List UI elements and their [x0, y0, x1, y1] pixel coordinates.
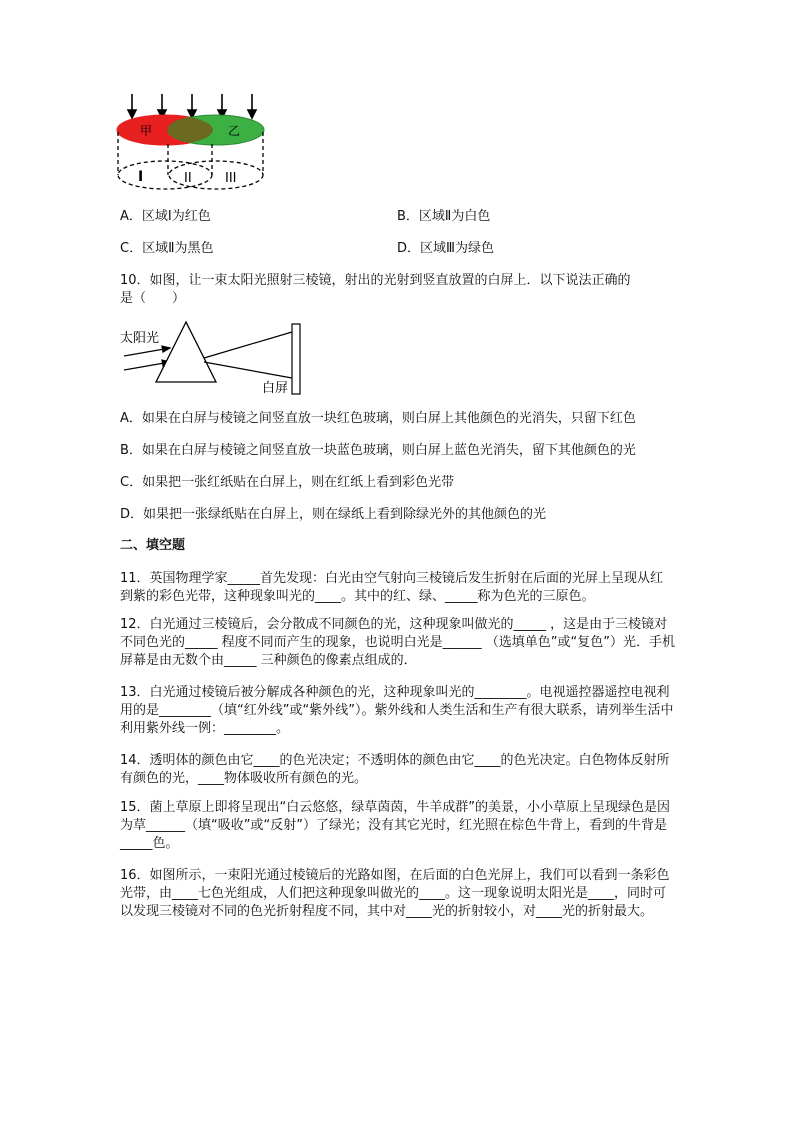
question-11: 11．英国物理学家_____首先发现：白光由空气射向三棱镜后发生折射在后面的光屏上呈现从红到紫的彩色光带，这种现象叫光的____。其中的红、绿、_____称为色光的三原色。 — [120, 571, 664, 604]
region-1-label: I — [138, 169, 144, 185]
q9-option-d: D．区域Ⅲ为绿色 — [397, 241, 494, 256]
q10-stem-line1: 10．如图，让一束太阳光照射三棱镜，射出的光射到竖直放置的白屏上．以下说法正确的 — [120, 273, 631, 288]
prism-figure — [116, 318, 316, 400]
q10-option-c: C．如果把一张红纸贴在白屏上，则在红纸上看到彩色光带 — [120, 475, 455, 490]
label-yi: 乙 — [228, 124, 241, 138]
color-filter-figure — [110, 92, 280, 192]
white-screen — [292, 324, 300, 394]
question-13: 13．白光通过棱镜后被分解成各种颜色的光，这种现象叫光的________。电视遥控器遥控电视利用的是________（填“红外线”或“紫外线”）。紫外线和人类生活和生产有很大联系，请列举生活中利用紫外线一例：________。 — [120, 685, 674, 736]
question-14: 14．透明体的颜色由它____的色光决定；不透明体的颜色由它____的色光决定。白色物体反射所有颜色的光，____物体吸收所有颜色的光。 — [120, 753, 670, 786]
q9-option-a: A．区域Ⅰ为红色 — [120, 209, 211, 224]
region-2-label: II — [184, 171, 192, 186]
q10-stem-line2: 是（ ） — [120, 291, 186, 306]
q10-option-b: B．如果在白屏与棱镜之间竖直放一块蓝色玻璃，则白屏上蓝色光消失，留下其他颜色的光 — [120, 443, 636, 458]
prism-triangle — [156, 322, 216, 382]
region-3-label: III — [225, 171, 237, 186]
q10-option-d: D．如果把一张绿纸贴在白屏上，则在绿纸上看到除绿光外的其他颜色的光 — [120, 507, 547, 522]
label-jia: 甲 — [140, 124, 153, 138]
q9-option-b: B．区域Ⅱ为白色 — [397, 209, 491, 224]
question-12: 12．白光通过三棱镜后，会分散成不同颜色的光，这种现象叫做光的_____ ，这是由于三棱镜对不同色光的_____ 程度不同而产生的现象，也说明白光是______ （选填单色”或“复色”）光．手机屏幕是由无数个由_____ 三种颜色的像素点组成的． — [120, 617, 675, 668]
question-16: 16．如图所示，一束阳光通过棱镜后的光路如图，在后面的白色光屏上，我们可以看到一条彩色光带，由____七色光组成，人们把这种现象叫做光的____。这一现象说明太阳光是____，同时可以发现三棱镜对不同的色光折射程度不同，其中对____光的折射较小，对____光的折射最大。 — [120, 868, 670, 919]
section-fill-in-title: 二、填空题 — [120, 538, 186, 553]
q10-option-a: A．如果在白屏与棱镜之间竖直放一块红色玻璃，则白屏上其他颜色的光消失，只留下红色 — [120, 411, 636, 426]
q9-option-c: C．区域Ⅱ为黑色 — [120, 241, 214, 256]
sunlight-label: 太阳光 — [120, 331, 160, 346]
screen-label: 白屏 — [262, 381, 289, 396]
question-15: 15．菌上草原上即将呈现出“白云悠悠，绿草茵茵，牛羊成群”的美景，小小草原上呈现绿色是因为草______（填“吸收”或“反射”）了绿光；没有其它光时，红光照在棕色牛背上，看到的牛背是_____色。 — [120, 800, 671, 851]
